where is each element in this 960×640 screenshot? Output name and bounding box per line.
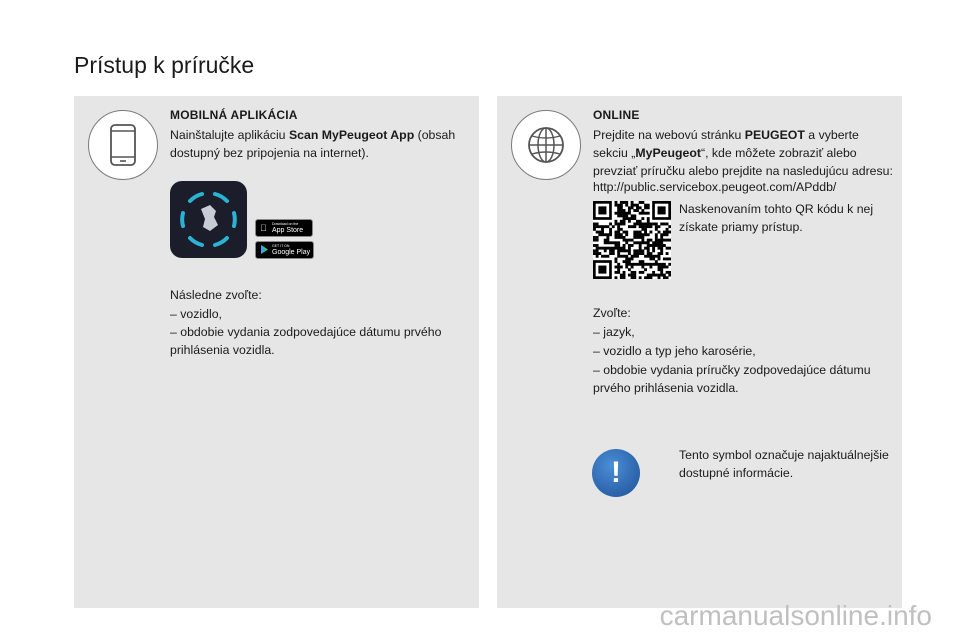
mobile-item-period: – obdobie vydania zodpovedajúce dátumu prvého prihlásenia vozidla. [170,325,442,357]
online-panel [497,96,902,608]
page-title: Prístup k príručke [74,52,255,78]
google-play-badge[interactable]: GET IT ON Google Play [255,241,314,259]
mobile-app-panel [74,96,479,608]
online-url[interactable]: http://public.servicebox.peugeot.com/APddb/ [593,180,837,194]
mobile-heading: MOBILNÁ APLIKÁCIA [170,108,298,122]
mobile-intro: Nainštalujte aplikáciu Scan MyPeugeot App (obsah dostupný bez pripojenia na internet). [170,128,456,160]
mobile-item-vehicle: – vozidlo, [170,307,222,321]
qr-code[interactable] [593,201,671,279]
symbol-text: Tento symbol označuje najaktuálnejšie dostupné informácie. [679,448,889,480]
exclamation-icon: ! [592,449,640,497]
globe-icon [511,110,581,180]
online-item-language: – jazyk, [593,325,635,339]
online-heading: ONLINE [593,108,640,122]
play-icon [260,245,270,256]
mobile-then-select: Následne zvoľte: [170,288,262,302]
online-intro: Prejdite na webovú stránku PEUGEOT a vyberte sekciu „MyPeugeot“, kde môžete zobraziť alebo prevziať príručku alebo prejdite na nasledujúcu adresu: [593,128,893,178]
online-select: Zvoľte: [593,306,631,320]
qr-text: Naskenovaním tohto QR kódu k nej získate priamy prístup. [679,202,874,234]
smartphone-icon [88,110,158,180]
watermark: carmanualsonline.info [659,600,932,631]
app-icon[interactable] [170,181,247,258]
online-item-period: – obdobie vydania príručky zodpovedajúce dátumu prvého prihlásenia vozidla. [593,363,871,395]
online-item-vehicle: – vozidlo a typ jeho karosérie, [593,344,756,358]
apple-icon [260,223,270,233]
app-store-badge[interactable]: Download on the App Store [255,219,313,237]
